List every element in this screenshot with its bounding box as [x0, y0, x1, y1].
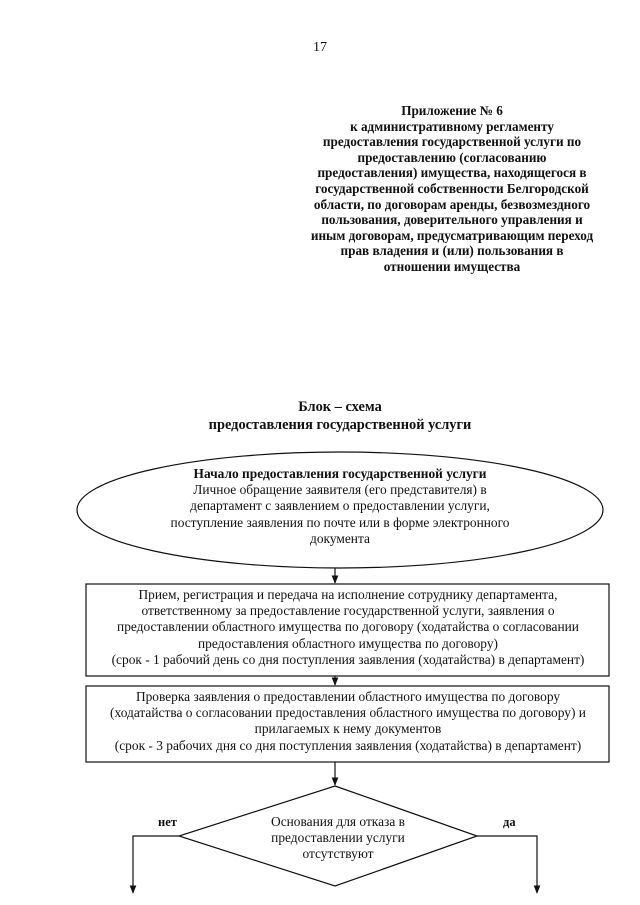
start-line: поступление заявления по почте или в форме электронного [170, 514, 510, 530]
scheme-title-line1: Блок – схема [298, 399, 382, 415]
start-line: документа [310, 530, 370, 546]
annex-line: предоставлению (согласованию [357, 149, 547, 165]
step1-line: предоставлении областного имущества по договору (ходатайства о согласовании [117, 619, 579, 635]
decision-line: предоставлении услуги [271, 830, 405, 845]
start-title: Начало предоставления государственной услуги [193, 466, 487, 481]
decision-line: отсутствуют [302, 846, 374, 861]
start-line: Личное обращение заявителя (его представителя) в [193, 482, 487, 498]
step2-line: (ходатайства о согласовании предоставления областного имущества по договору) и [110, 705, 586, 721]
decision-line: Основания для отказа в [271, 814, 405, 829]
step2-text [88, 689, 608, 754]
step2-line: (срок - 3 рабочих дня со дня поступления заявления (ходатайства) в департамент) [114, 737, 582, 753]
connector-no [133, 836, 179, 893]
annex-line: государственной собственности Белгородской [315, 180, 589, 196]
annex-line: области, по договорам аренды, безвозмездного [313, 196, 591, 212]
page-number: 17 [313, 40, 327, 55]
scheme-title-line2: предоставления государственной услуги [208, 417, 472, 433]
step2-line: Проверка заявления о предоставлении областного имущества по договору [135, 689, 561, 704]
annex-line: к административному регламенту [350, 118, 554, 134]
decision-text [238, 814, 438, 862]
no-label: нет [158, 815, 177, 829]
step1-line: Прием, регистрация и передача на исполнение сотруднику департамента, [138, 587, 558, 602]
step2-line: прилагаемых к нему документов [254, 721, 442, 737]
connector-yes [477, 836, 537, 893]
start-text [120, 466, 560, 547]
yes-label: да [503, 815, 516, 829]
annex-line: пользования, доверительного управления и [321, 212, 583, 228]
annex-line: предоставления) имущества, находящегося в [317, 165, 587, 181]
start-line: департамент с заявлением о предоставлении услуги, [190, 498, 490, 514]
step1-text [88, 587, 608, 668]
step1-line: ответственному за предоставление государственной услуги, заявления о [141, 603, 555, 619]
annex-line: прав владения и (или) пользования в [340, 243, 564, 259]
annex-line: Приложение № 6 [401, 103, 503, 118]
step1-line: предоставления областного имущества по договору) [198, 635, 498, 651]
annex-line: иным договорам, предусматривающим переход [310, 227, 594, 243]
annex-line: отношении имущества [383, 258, 521, 274]
annex-line: предоставления государственной услуги по [322, 134, 582, 150]
step1-line: (срок - 1 рабочий день со дня поступления заявления (ходатайства) в департамент) [111, 651, 585, 667]
